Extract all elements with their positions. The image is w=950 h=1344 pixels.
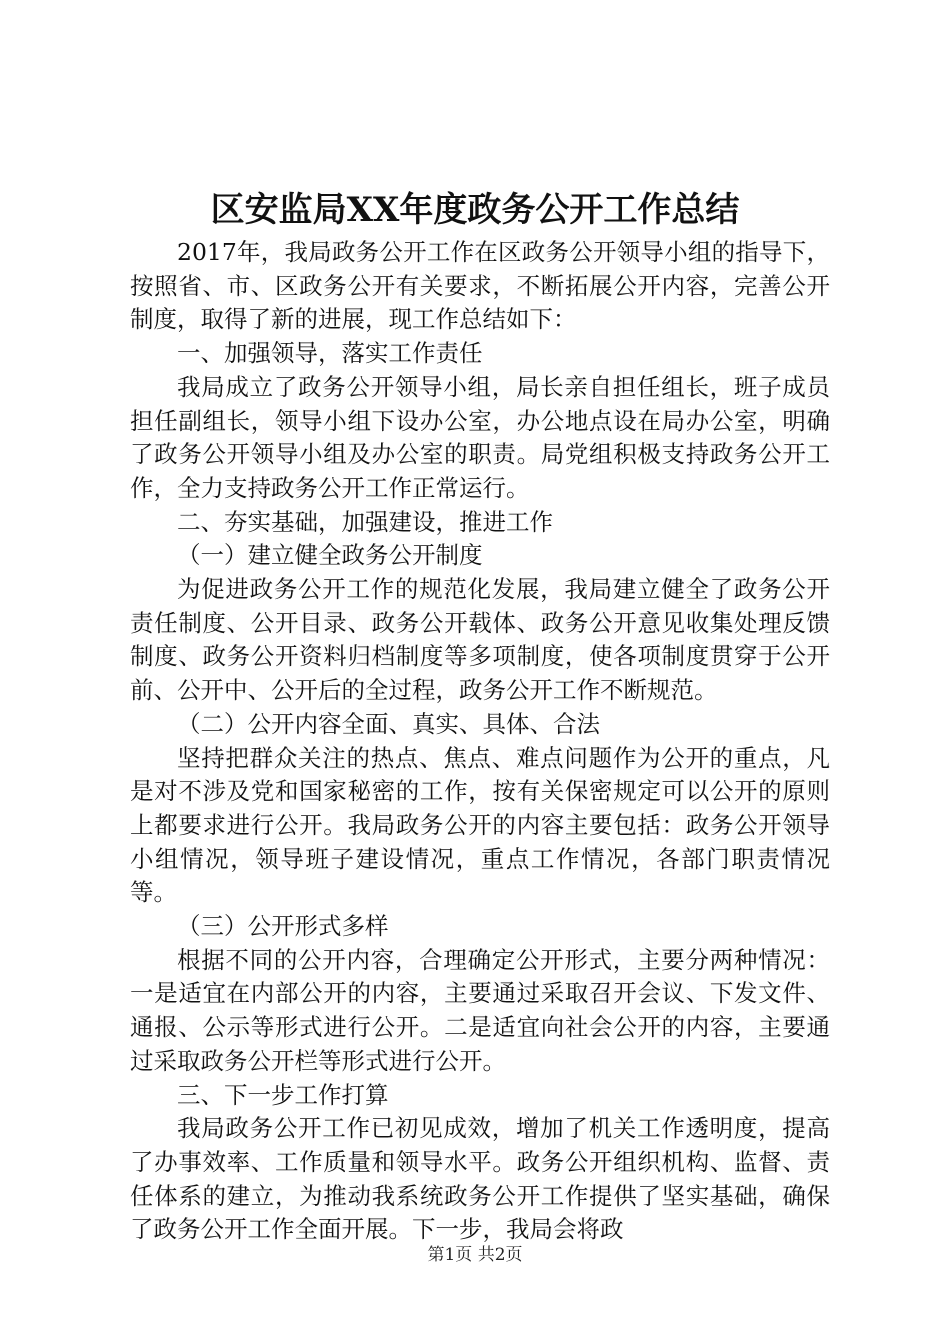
section-heading-1: 一、加强领导，落实工作责任 [177, 339, 483, 368]
subsection-heading-2-1: （一）建立健全政务公开制度 [177, 541, 483, 570]
intro-paragraph: 2017年，我局政务公开工作在区政务公开领导小组的指导下，按照省、市、区政务公开有关要求，不断拓展公开内容，完善公开制度，取得了新的进展，现工作总结如下： [130, 238, 830, 334]
section-heading-3: 三、下一步工作打算 [177, 1080, 389, 1109]
document-title: 区安监局XX年度政务公开工作总结 [210, 190, 740, 230]
subsection-2-1-paragraph: 为促进政务公开工作的规范化发展，我局建立健全了政务公开责任制度、公开目录、政务公开载体、政务公开意见收集处理反馈制度、政务公开资料归档制度等多项制度，使各项制度贯穿于公开前、公开中、公开后的全过程，政务公开工作不断规范。 [130, 575, 830, 705]
subsection-2-2-paragraph: 坚持把群众关注的热点、焦点、难点问题作为公开的重点，凡是对不涉及党和国家秘密的工作，按有关保密规定可以公开的原则上都要求进行公开。我局政务公开的内容主要包括：政务公开领导小组情况，领导班子建设情况，重点工作情况，各部门职责情况等。 [130, 743, 830, 907]
subsection-2-3-paragraph: 根据不同的公开内容，合理确定公开形式，主要分两种情况：一是适宜在内部公开的内容，主要通过采取召开会议、下发文件、通报、公示等形式进行公开。二是适宜向社会公开的内容，主要通过采取政务公开栏等形式进行公开。 [130, 945, 830, 1075]
subsection-heading-2-2: （二）公开内容全面、真实、具体、合法 [177, 709, 600, 738]
section-3-paragraph: 我局政务公开工作已初见成效，增加了机关工作透明度，提高了办事效率、工作质量和领导水平。政务公开组织机构、监督、责任体系的建立，为推动我系统政务公开工作提供了坚实基础，确保了政务公开工作全面开展。下一步，我局会将政 [130, 1114, 830, 1244]
subsection-heading-2-3: （三）公开形式多样 [177, 912, 389, 941]
page-footer: 第1页 共2页 [427, 1245, 523, 1265]
document-body [130, 236, 830, 1247]
section-heading-2: 二、夯实基础，加强建设，推进工作 [177, 507, 553, 536]
section-1-paragraph: 我局成立了政务公开领导小组，局长亲自担任组长，班子成员担任副组长，领导小组下设办公室，办公地点设在局办公室，明确了政务公开领导小组及办公室的职责。局党组积极支持政务公开工作，全力支持政务公开工作正常运行。 [130, 372, 830, 502]
